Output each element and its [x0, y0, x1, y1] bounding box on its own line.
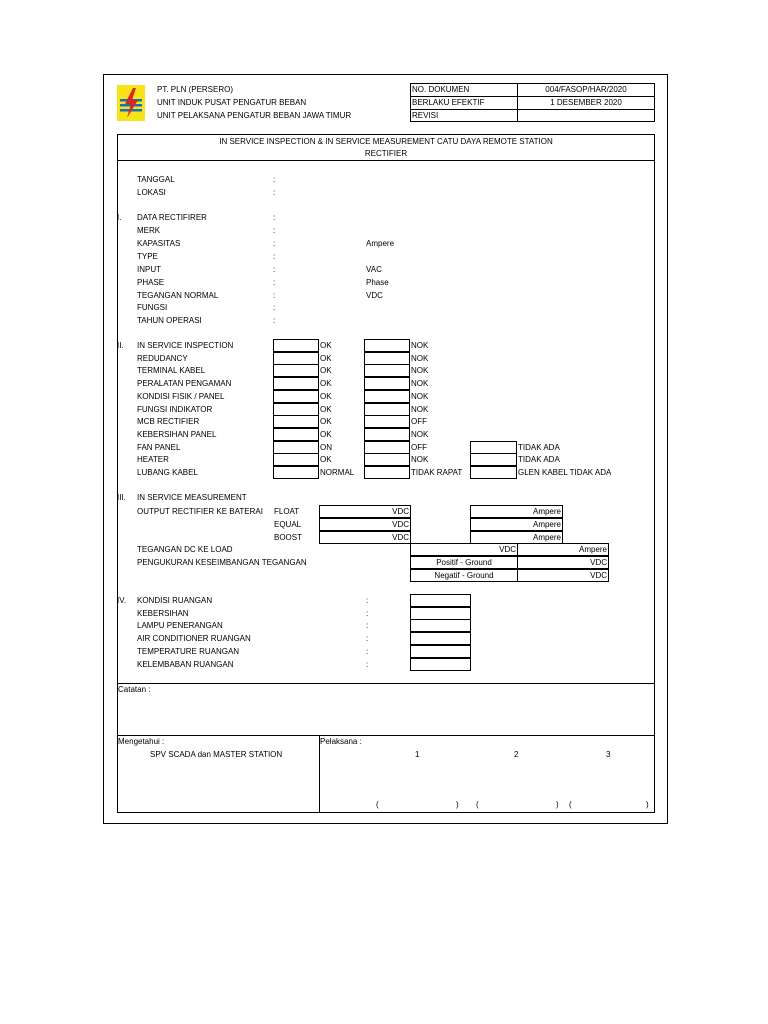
option-b-checkbox[interactable]: [364, 453, 410, 466]
data-row-unit: Ampere: [366, 238, 395, 248]
mode-label: EQUAL: [274, 520, 302, 529]
option-a-label: OK: [320, 404, 332, 414]
current-unit: Ampere: [532, 520, 561, 529]
data-row-colon: :: [273, 251, 276, 261]
positive-ground-label: Positif - Ground: [436, 558, 492, 567]
data-row-label: TYPE: [137, 251, 158, 261]
option-a-checkbox[interactable]: [273, 466, 319, 479]
option-b-checkbox[interactable]: [364, 428, 410, 441]
option-b-label: NOK: [411, 341, 429, 350]
option-c-checkbox[interactable]: [470, 441, 517, 454]
option-a-checkbox[interactable]: [273, 390, 319, 403]
voltage-unit: VDC: [392, 520, 409, 529]
mengetahui-label: Mengetahui :: [118, 737, 165, 746]
room-condition-colon: :: [366, 659, 369, 669]
option-a-label: OK: [320, 455, 332, 465]
lightning-logo-icon: [117, 85, 145, 121]
dc-load-current-unit: Ampere: [578, 545, 607, 554]
room-condition-label: LAMPU PENERANGAN: [137, 621, 223, 631]
data-row-colon: :: [273, 316, 276, 326]
data-row-colon: :: [273, 290, 276, 300]
option-a-label: ON: [320, 442, 332, 452]
tanggal-colon: :: [273, 175, 276, 184]
negative-ground-unit: VDC: [590, 571, 607, 580]
data-row-colon: :: [273, 226, 276, 235]
data-row-label: TEGANGAN NORMAL: [137, 290, 219, 300]
room-condition-label: AIR CONDITIONER RUANGAN: [137, 634, 251, 644]
option-a-label: OK: [320, 366, 332, 376]
inspection-label: HEATER: [137, 455, 169, 465]
notes-label: Catatan :: [118, 685, 151, 694]
section-1-title: DATA RECTIFIRER: [137, 213, 207, 222]
option-a-checkbox[interactable]: [273, 441, 319, 454]
signer-2-close: ): [556, 800, 559, 809]
section-1-number: I.: [117, 213, 122, 222]
option-b-label: OFF: [411, 417, 427, 427]
option-a-label: OK: [320, 379, 332, 389]
inspection-label: FAN PANEL: [137, 442, 181, 452]
option-b-label: NOK: [411, 391, 429, 401]
option-b-checkbox[interactable]: [364, 377, 410, 390]
lokasi-label: LOKASI: [137, 188, 166, 197]
signer-3-close: ): [646, 800, 649, 809]
option-b-label: NOK: [411, 455, 429, 465]
option-b-label: TIDAK RAPAT: [411, 468, 463, 477]
voltage-unit: VDC: [392, 533, 409, 542]
pelaksana-label: Pelaksana :: [320, 737, 362, 746]
mode-label: BOOST: [274, 533, 303, 542]
option-b-label: NOK: [411, 404, 429, 414]
data-row-label: TAHUN OPERASI: [137, 316, 202, 326]
inspection-label: PERALATAN PENGAMAN: [137, 379, 232, 389]
section-2-number: II.: [117, 341, 124, 350]
notes-area[interactable]: [118, 697, 654, 733]
form-subtitle: RECTIFIER: [364, 149, 408, 158]
option-a-checkbox[interactable]: [273, 428, 319, 441]
unit-name-2: UNIT PELAKSANA PENGATUR BEBAN JAWA TIMUR: [157, 111, 352, 120]
company-name: PT. PLN (PERSERO): [157, 85, 234, 94]
effective-value: 1 DESEMBER 2020: [550, 98, 622, 107]
inspection-label: KEBERSIHAN PANEL: [137, 429, 217, 439]
room-condition-label: KEBERSIHAN: [137, 608, 189, 618]
signer-3-open: (: [569, 800, 572, 809]
section-1-colon: :: [273, 213, 276, 222]
option-b-checkbox[interactable]: [364, 390, 410, 403]
room-condition-field[interactable]: [410, 619, 471, 632]
option-a-checkbox[interactable]: [273, 377, 319, 390]
room-condition-colon: :: [366, 596, 369, 605]
data-row-label: MERK: [137, 226, 161, 235]
inspection-label: MCB RECTIFIER: [137, 417, 200, 427]
option-a-checkbox[interactable]: [273, 339, 319, 352]
option-b-checkbox[interactable]: [364, 466, 410, 479]
option-b-label: NOK: [411, 379, 429, 389]
option-a-label: OK: [320, 417, 332, 427]
data-row-colon: :: [273, 238, 276, 248]
option-a-checkbox[interactable]: [273, 364, 319, 377]
data-row-unit: VAC: [366, 264, 382, 274]
spv-label: SPV SCADA dan MASTER STATION: [150, 750, 283, 759]
form-title: IN SERVICE INSPECTION & IN SERVICE MEASUREMENT CATU DAYA REMOTE STATION: [219, 137, 553, 146]
option-a-label: OK: [320, 429, 332, 439]
revision-label: REVISI: [412, 111, 439, 120]
current-unit: Ampere: [532, 533, 561, 542]
section-4-number: IV.: [117, 596, 127, 605]
data-row-colon: :: [273, 264, 276, 274]
room-condition-colon: :: [366, 646, 369, 656]
option-b-checkbox[interactable]: [364, 403, 410, 416]
room-condition-field[interactable]: [410, 594, 471, 607]
option-c-label: GLEN KABEL TIDAK ADA: [518, 468, 612, 477]
positive-ground-unit: VDC: [590, 558, 607, 567]
signer-number-1: 1: [415, 750, 420, 759]
option-a-label: NORMAL: [320, 468, 355, 477]
data-row-label: INPUT: [137, 264, 161, 274]
voltage-unit: VDC: [392, 507, 409, 516]
option-b-checkbox[interactable]: [364, 441, 410, 454]
balance-label: PENGUKURAN KESEIMBANGAN TEGANGAN: [137, 558, 307, 567]
option-c-checkbox[interactable]: [470, 453, 517, 466]
data-row-label: FUNGSI: [137, 303, 168, 313]
inspection-label: KONDISI FISIK / PANEL: [137, 391, 225, 401]
option-b-checkbox[interactable]: [364, 339, 410, 352]
inspection-label: FUNGSI INDIKATOR: [137, 404, 213, 414]
lokasi-colon: :: [273, 188, 276, 197]
option-c-label: TIDAK ADA: [518, 455, 560, 465]
doc-number-value: 004/FASOP/HAR/2020: [545, 85, 627, 94]
option-b-checkbox[interactable]: [364, 415, 410, 428]
option-c-checkbox[interactable]: [470, 466, 517, 479]
unit-name-1: UNIT INDUK PUSAT PENGATUR BEBAN: [157, 98, 307, 107]
room-condition-label: TEMPERATURE RUANGAN: [137, 646, 240, 656]
room-condition-colon: :: [366, 634, 369, 644]
inspection-label: IN SERVICE INSPECTION: [137, 341, 234, 350]
current-unit: Ampere: [532, 507, 561, 516]
option-a-checkbox[interactable]: [273, 352, 319, 365]
signer-number-3: 3: [606, 750, 611, 759]
inspection-label: LUBANG KABEL: [137, 468, 198, 477]
mode-label: FLOAT: [274, 507, 300, 516]
option-a-label: OK: [320, 391, 332, 401]
data-row-label: PHASE: [137, 277, 165, 287]
option-a-checkbox[interactable]: [273, 415, 319, 428]
room-condition-field[interactable]: [410, 658, 471, 671]
inspection-label: TERMINAL KABEL: [137, 366, 206, 376]
section-3-number: III.: [117, 493, 126, 502]
data-row-unit: Phase: [366, 277, 389, 287]
room-condition-label: KONDISI RUANGAN: [137, 596, 213, 605]
dc-load-label: TEGANGAN DC KE LOAD: [137, 545, 233, 554]
option-a-checkbox[interactable]: [273, 453, 319, 466]
option-b-checkbox[interactable]: [364, 364, 410, 377]
room-condition-label: KELEMBABAN RUANGAN: [137, 659, 234, 669]
option-b-label: NOK: [411, 429, 429, 439]
inspection-label: REDUDANCY: [137, 353, 188, 363]
option-b-label: NOK: [411, 353, 429, 363]
room-condition-field[interactable]: [410, 632, 471, 645]
signer-1-close: ): [456, 800, 459, 809]
signer-2-open: (: [476, 800, 479, 809]
doc-number-label: NO. DOKUMEN: [412, 85, 470, 94]
option-a-label: OK: [320, 341, 332, 350]
room-condition-colon: :: [366, 608, 369, 618]
output-label: OUTPUT RECTIFIER KE BATERAI: [137, 507, 263, 516]
data-row-label: KAPASITAS: [137, 238, 181, 248]
option-a-label: OK: [320, 353, 332, 363]
room-condition-field[interactable]: [410, 645, 471, 658]
effective-label: BERLAKU EFEKTIF: [412, 98, 485, 107]
option-c-label: TIDAK ADA: [518, 442, 560, 452]
room-condition-field[interactable]: [410, 607, 471, 620]
option-b-label: OFF: [411, 442, 427, 452]
dc-load-voltage-unit: VDC: [499, 545, 516, 554]
section-3-title: IN SERVICE MEASUREMENT: [137, 493, 247, 502]
pln-logo: [117, 85, 145, 121]
room-condition-colon: :: [366, 621, 369, 631]
option-b-label: NOK: [411, 366, 429, 376]
data-row-unit: VDC: [366, 290, 383, 300]
option-a-checkbox[interactable]: [273, 403, 319, 416]
tanggal-label: TANGGAL: [137, 175, 175, 184]
negative-ground-label: Negatif - Ground: [434, 571, 494, 580]
signer-number-2: 2: [514, 750, 519, 759]
option-b-checkbox[interactable]: [364, 352, 410, 365]
data-row-colon: :: [273, 303, 276, 313]
signer-1-open: (: [376, 800, 379, 809]
data-row-colon: :: [273, 277, 276, 287]
